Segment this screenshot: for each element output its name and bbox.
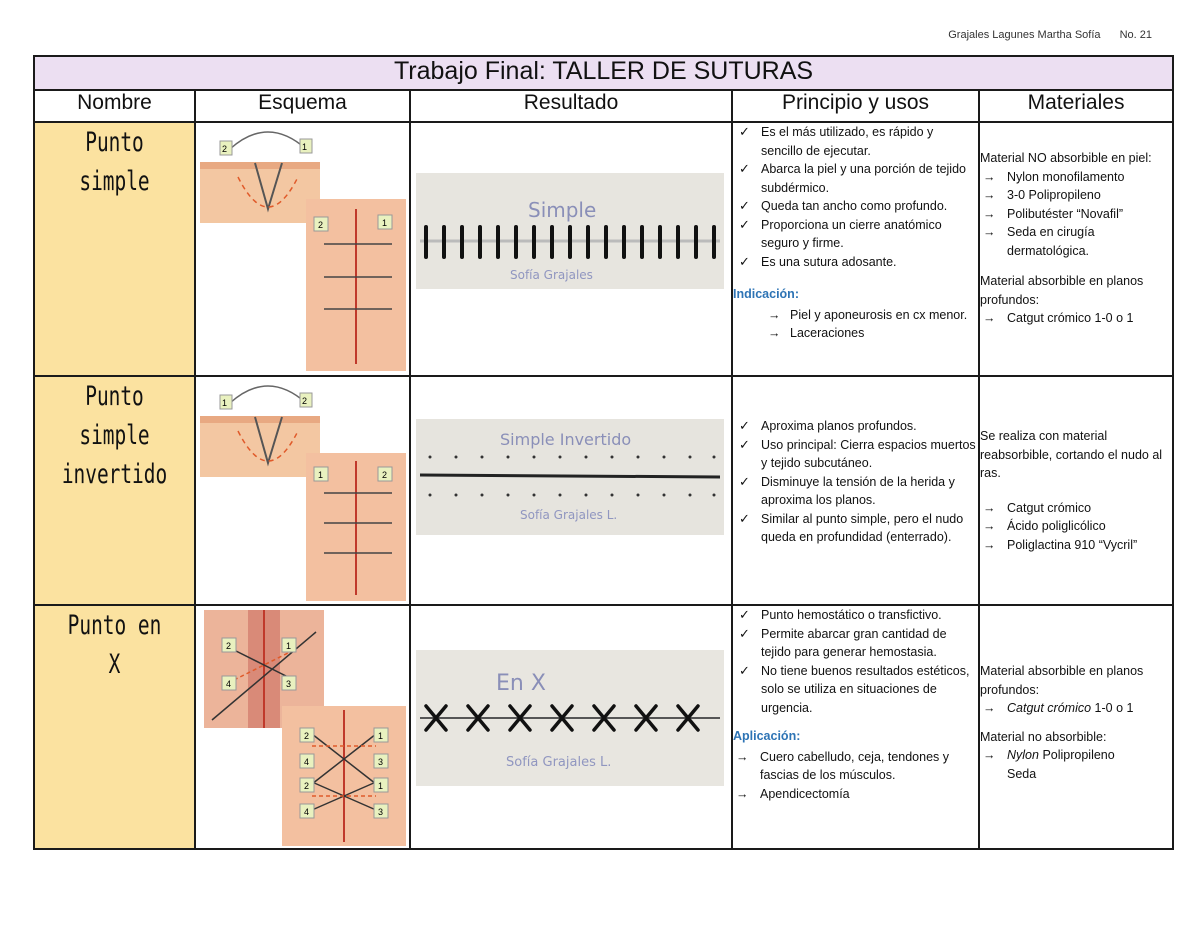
photo-label: Simple Invertido [500,430,632,449]
x-stitch-top-view-diagram [282,706,406,846]
application-title: Aplicación: [733,729,801,743]
svg-text:1: 1 [382,218,388,228]
materials-heading: Material absorbible en planos profundos: [980,274,1144,307]
materials-list [980,499,1172,555]
svg-text:2: 2 [304,731,310,741]
suture-photo [416,650,724,786]
uses-list [733,417,978,547]
svg-text:3: 3 [286,679,292,689]
list-item: ✓ Aproxima planos profundos. [733,417,978,436]
list-item: ✓ Punto hemostático o transfictivo. [733,606,978,625]
photo-label: En X [496,671,546,696]
list-item: ✓ Similar al punto simple, pero el nudo queda en profundidad (enterrado). [733,510,978,547]
list-item: ✓ No tiene buenos resultados estéticos, solo se utiliza en situaciones de urgencia. [733,662,978,718]
list-item: → Ácido poliglicólico [980,517,1172,536]
materials-cell [979,605,1173,849]
list-item: → Cuero cabelludo, ceja, tendones y fascias de los músculos. [733,748,978,785]
svg-text:4: 4 [226,679,232,689]
indication-list [733,306,978,343]
result-cell [410,605,732,849]
svg-text:2: 2 [382,470,388,480]
col-header-scheme: Esquema [195,90,410,122]
scheme-cell [195,376,410,605]
list-item: → Catgut crómico 1-0 o 1 [980,309,1172,328]
materials-cell [979,376,1173,605]
materials-note: Se realiza con material reabsorbible, cortando el nudo al ras. [980,429,1163,480]
svg-text:4: 4 [304,757,310,767]
suture-name-cell [34,376,195,605]
uses-cell [732,605,979,849]
photo-signature: Sofía Grajales [510,268,593,282]
col-header-name: Nombre [34,90,195,122]
suture-name-cell [34,605,195,849]
uses-cell [732,122,979,376]
svg-text:3: 3 [378,807,384,817]
student-number: No. 21 [1119,29,1152,41]
skin-cross-section-diagram [200,381,320,477]
suture-name: Punto simple [79,127,150,198]
suture-name: Punto en X [67,610,162,681]
application-list [733,748,978,804]
list-item: → Nylon Polipropileno Seda [980,746,1172,783]
materials-list [980,746,1172,783]
diagram-label-2: 2 [222,144,228,154]
col-header-uses: Principio y usos [732,90,979,122]
indication-title: Indicación: [733,287,799,301]
list-item: ✓ Disminuye la tensión de la herida y aproxima los planos. [733,473,978,510]
uses-list [733,123,978,271]
list-item: ✓ Permite abarcar gran cantidad de tejido para generar hemostasia. [733,625,978,662]
svg-text:2: 2 [304,781,310,791]
list-item: ✓ Proporciona un cierre anatómico seguro y firme. [733,216,978,253]
col-header-result: Resultado [410,90,732,122]
suture-name: Punto simple invertido [61,381,168,491]
list-item: → Laceraciones [733,324,978,343]
uses-list [733,606,978,717]
result-cell [410,376,732,605]
svg-text:1: 1 [222,398,228,408]
result-cell [410,122,732,376]
list-item: → Piel y aponeurosis en cx menor. [733,306,978,325]
suture-name-cell [34,122,195,376]
list-item: ✓ Queda tan ancho como profundo. [733,197,978,216]
svg-text:2: 2 [302,396,308,406]
materials-list [980,168,1172,261]
svg-text:1: 1 [318,470,324,480]
list-item: → Nylon monofilamento [980,168,1172,187]
svg-text:1: 1 [378,781,384,791]
table-title: Trabajo Final: TALLER DE SUTURAS [34,56,1173,90]
list-item: → Catgut crómico 1-0 o 1 [980,699,1172,718]
table-row [34,376,1173,605]
table-row [34,122,1173,376]
skin-top-view-diagram [306,453,406,601]
svg-text:1: 1 [286,641,292,651]
list-item: → Seda en cirugía dermatológica. [980,223,1172,260]
svg-text:3: 3 [378,757,384,767]
materials-heading: Material NO absorbible en piel: [980,151,1152,165]
list-item: → Polibutéster “Novafil” [980,205,1172,224]
list-item: ✓ Es una sutura adosante. [733,253,978,272]
scheme-cell [195,605,410,849]
photo-signature: Sofía Grajales L. [506,755,612,770]
svg-text:1: 1 [378,731,384,741]
materials-heading: Material absorbible en planos profundos: [980,664,1144,697]
list-item: → Poliglactina 910 “Vycril” [980,536,1172,555]
list-item: → Catgut crómico [980,499,1172,518]
materials-heading: Material no absorbible: [980,729,1107,744]
sutures-table [33,55,1174,850]
table-row [34,605,1173,849]
list-item: → Apendicectomía [733,785,978,804]
col-header-materials: Materiales [979,90,1173,122]
page-header-note [948,29,1152,41]
list-item: ✓ Abarca la piel y una porción de tejido subdérmico. [733,160,978,197]
svg-text:4: 4 [304,807,310,817]
materials-cell [979,122,1173,376]
list-item: ✓ Uso principal: Cierra espacios muertos y tejido subcutáneo. [733,436,978,473]
skin-cross-section-diagram [200,127,320,223]
diagram-label-1: 1 [302,142,308,152]
materials-list [980,699,1172,718]
suture-photo [416,419,724,535]
scheme-cell [195,122,410,376]
list-item: ✓ Es el más utilizado, es rápido y sencillo de ejecutar. [733,123,978,160]
svg-text:2: 2 [318,220,324,230]
list-item: → 3-0 Polipropileno [980,186,1172,205]
photo-label: Simple [528,198,597,222]
skin-top-view-diagram [306,199,406,371]
materials-list [980,309,1172,328]
suture-photo [416,173,724,289]
author-name: Grajales Lagunes Martha Sofía [948,29,1101,41]
svg-text:2: 2 [226,641,232,651]
photo-signature: Sofía Grajales L. [520,508,618,522]
uses-cell [732,376,979,605]
